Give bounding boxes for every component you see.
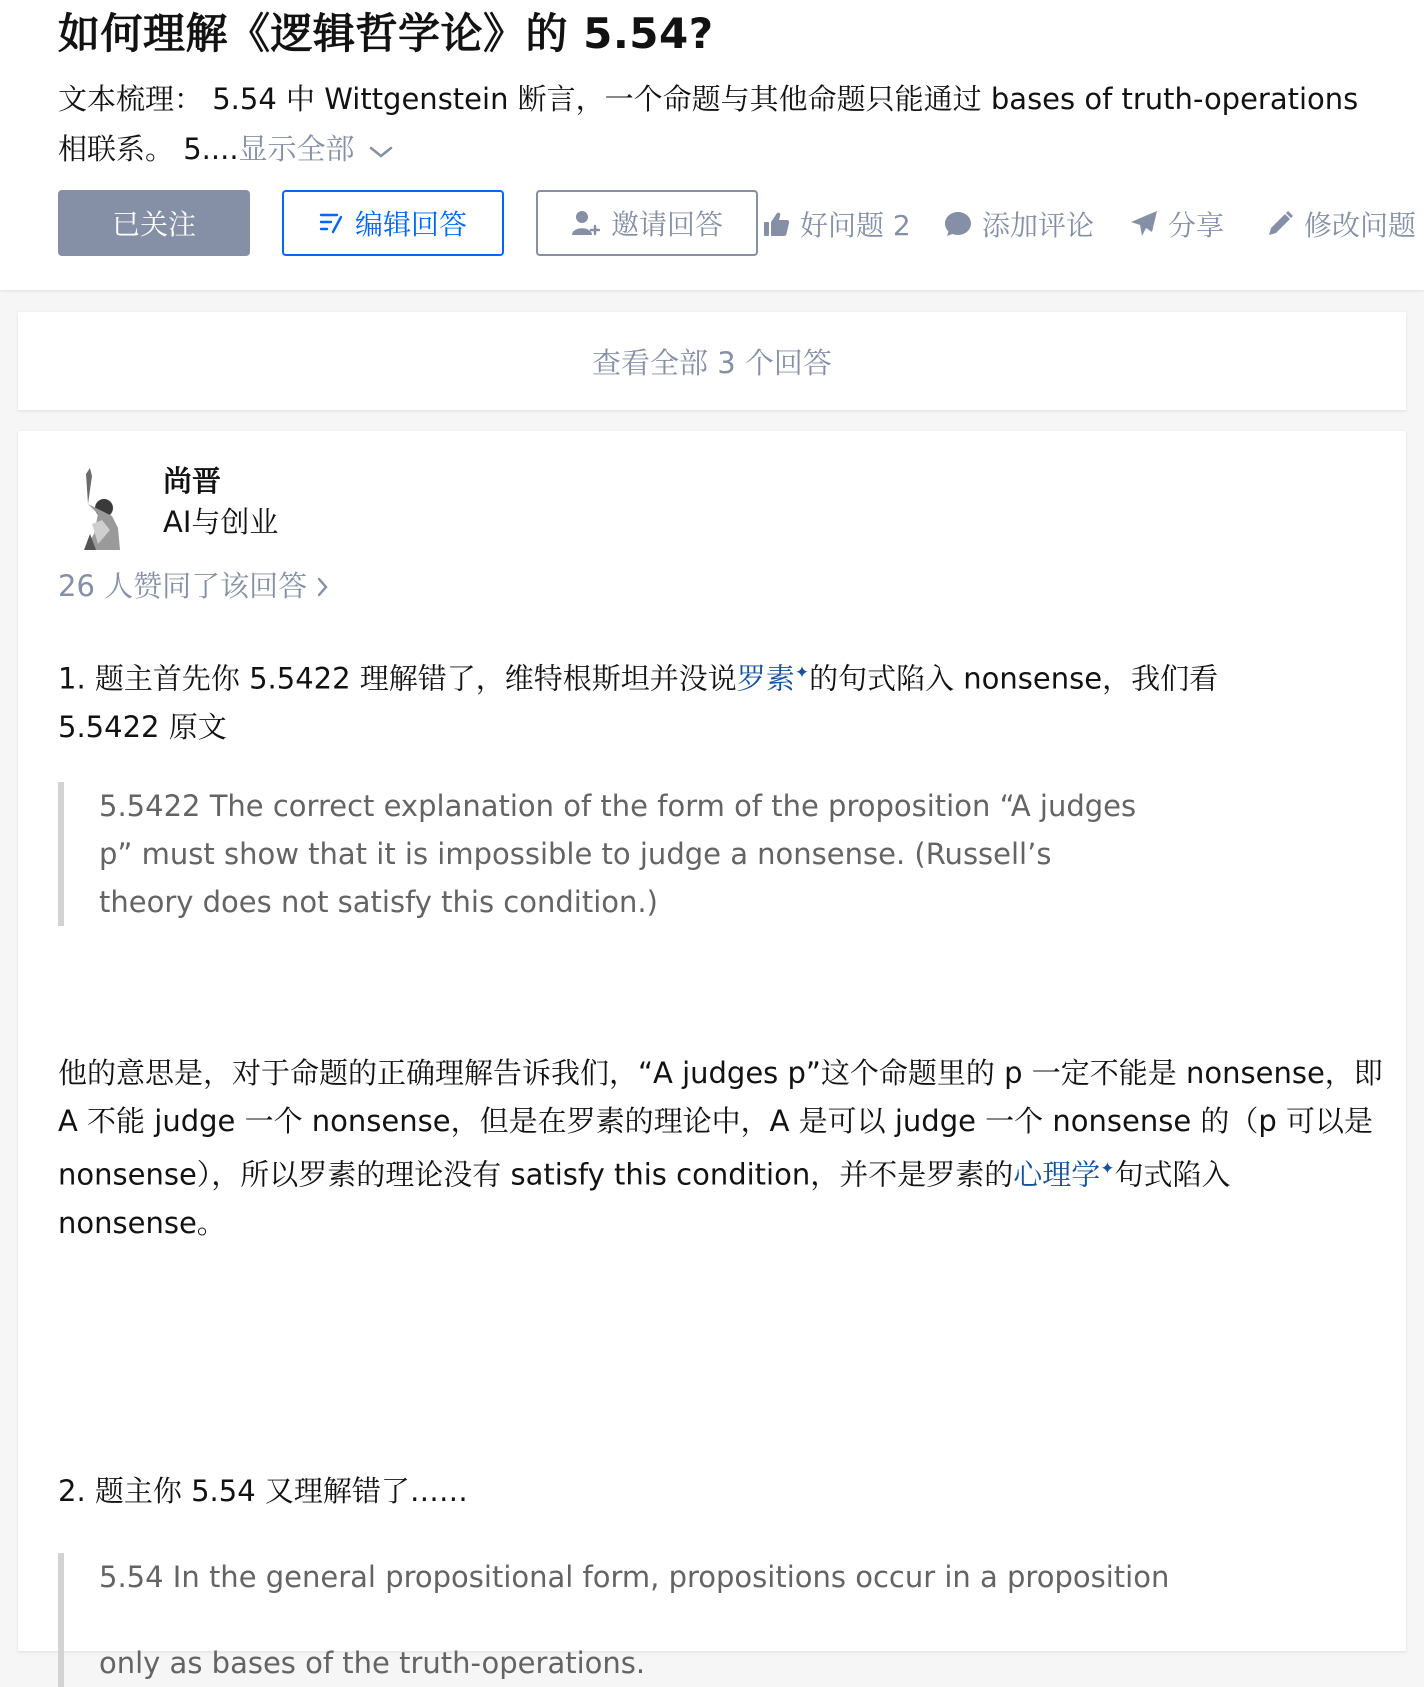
invite-answer-button[interactable] [536,190,758,256]
edit-answer-button[interactable] [282,190,504,256]
pencil-icon [1266,210,1294,238]
invite-user-icon [571,209,601,237]
followed-button[interactable] [58,190,250,256]
keyword-star-icon: ✦ [794,663,810,683]
edit-answer-label: 编辑回答 [354,208,467,241]
voters-link[interactable] [58,566,329,608]
share-button[interactable] [1130,202,1224,246]
keyword-link-russell[interactable]: 罗素 [736,661,795,696]
question-actions [58,190,1424,260]
good-question-label: 好问题 2 [800,209,911,242]
p1-text-b: 的句式陷入 nonsense，我们看 5.5422 原文 [58,661,1219,744]
modify-question-button[interactable] [1266,202,1416,246]
answer-card [18,431,1406,1680]
quote-block-1 [58,782,1139,926]
view-all-answers-card [18,312,1406,410]
chevron-down-icon [369,124,393,174]
share-label: 分享 [1168,209,1225,242]
show-all-button[interactable] [239,132,393,166]
quote-2-line-2: only as bases of the truth-operations. [99,1646,646,1680]
quote-block-2 [58,1553,1299,1687]
answer-paragraph-1 [58,649,1318,751]
comment-icon [944,210,972,238]
question-excerpt [58,74,1388,174]
voters-text: 26 人赞同了该回答 [58,569,308,603]
followed-label: 已关注 [111,208,196,241]
keyword-link-psychology[interactable]: 心理学 [1013,1157,1101,1192]
edit-icon [319,210,345,236]
quote-1-text: 5.5422 The correct explanation of the form of the proposition “A judges p” must show that it is impossible to judge a nonsense. (Russell’s theory does not satisfy this condition.) [99,789,1137,919]
good-question-button[interactable] [762,202,911,246]
question-excerpt-text: 文本梳理： 5.54 中 Wittgenstein 断言，一个命题与其他命题只能通过 bases of truth-operations 相联系。 5.... [58,82,1359,166]
author-bio: AI与创业 [163,505,279,539]
view-all-answers-link[interactable]: 查看全部 3 个回答 [592,345,832,380]
thumb-up-icon [762,210,790,238]
arrow-right-icon [317,568,329,608]
author-name[interactable]: 尚晋 [163,464,222,498]
invite-answer-label: 邀请回答 [610,208,723,241]
p2-text-a: 他的意思是，对于命题的正确理解告诉我们，“A judges p”这个命题里的 p 一定不能是 nonsense，即 A 不能 judge 一个 nonsense，但是在罗素的理论中，A 是可以 judge 一个 nonsense 的（p 可以是 nonsense），所以罗素的理论没有 satisfy this condition，并不是罗素的 [58,1056,1383,1192]
answer-paragraph-2 [58,1049,1388,1247]
question-header [0,0,1424,290]
keyword-star-icon: ✦ [1100,1159,1115,1179]
show-all-label: 显示全部 [238,132,355,166]
p1-text-a: 1. 题主首先你 5.5422 理解错了，维特根斯坦并没说 [58,661,737,696]
share-icon [1130,210,1158,238]
add-comment-label: 添加评论 [982,209,1095,242]
modify-question-label: 修改问题 [1304,209,1417,242]
add-comment-button[interactable] [944,202,1094,246]
p2-text-b: 句式陷入 nonsense。 [58,1157,1231,1240]
question-title: 如何理解《逻辑哲学论》的 5.54? [58,9,714,58]
quote-2-line-1: 5.54 In the general propositional form, propositions occur in a proposition [99,1560,1170,1594]
answer-paragraph-3: 2. 题主你 5.54 又理解错了…… [58,1474,468,1508]
avatar[interactable] [58,464,146,552]
